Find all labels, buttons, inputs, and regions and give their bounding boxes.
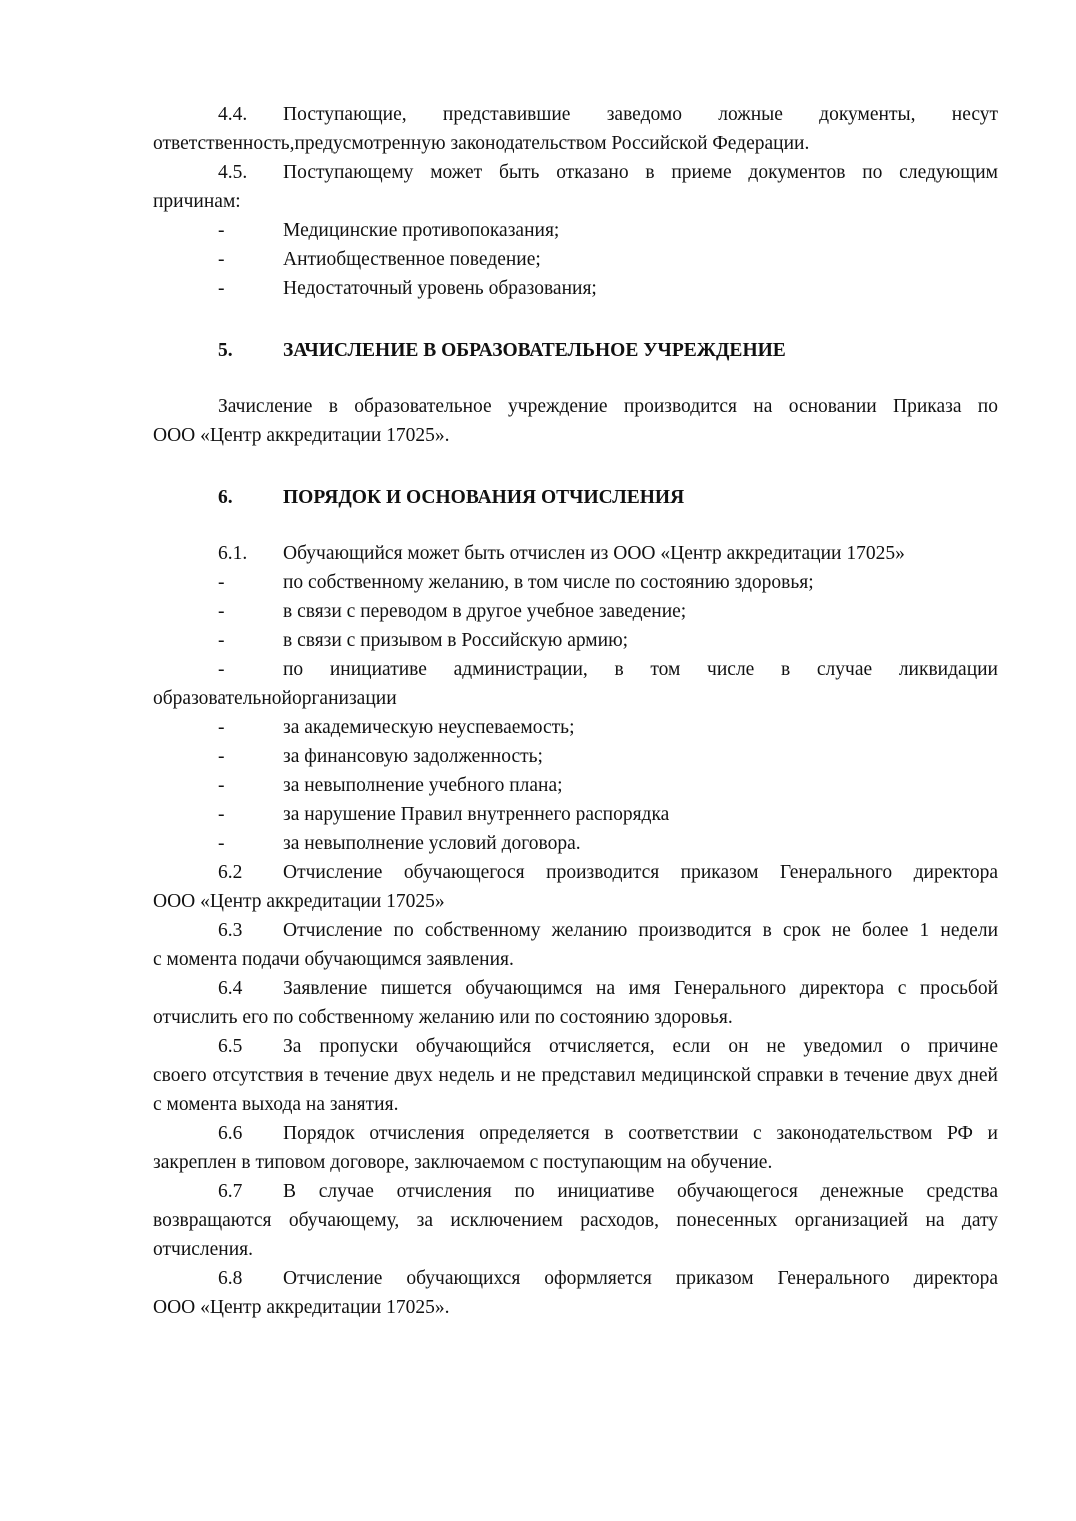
clause-6-1 (153, 539, 998, 568)
spacer (153, 303, 998, 336)
list-item (153, 597, 998, 626)
clause-number: 6.7 (218, 1181, 243, 1202)
list-item-text: по инициативе администрации, в том числе в случае ликвидации (283, 659, 998, 680)
clauses-6-2-to-6-8 (153, 858, 998, 1322)
clause-continuation: своего отсутствия в течение двух недель и не представил медицинской справки в течение двух дней с момента выхода на занятия. (153, 1065, 998, 1115)
text-column (153, 100, 998, 1322)
clause-number: 4.5. (218, 162, 248, 183)
list-dash: - (218, 746, 225, 767)
clause-4-5-first-line (153, 158, 998, 187)
clause-text: Отчисление обучающихся оформляется приказом Генерального директора (283, 1268, 998, 1289)
section-6-heading (153, 483, 998, 512)
clause-4-5-continuation: причинам: (153, 191, 241, 212)
list-item (153, 742, 998, 771)
clause-text: Обучающийся может быть отчислен из ООО «Центр аккредитации 17025» (283, 543, 905, 564)
clause-6-2 (153, 858, 998, 916)
list-dash: - (218, 249, 225, 270)
clause-first-line (153, 974, 998, 1003)
section-title: ПОРЯДОК И ОСНОВАНИЯ ОТЧИСЛЕНИЯ (283, 487, 685, 508)
clause-text: Поступающему может быть отказано в приеме документов по следующим (283, 162, 998, 183)
list-dash: - (218, 220, 225, 241)
list-item (153, 568, 998, 597)
clause-text: Поступающие, представившие заведомо ложные документы, несут (283, 104, 998, 125)
list-item-text: за невыполнение условий договора. (283, 833, 581, 854)
clause-text: В случае отчисления по инициативе обучающегося денежные средства (283, 1181, 998, 1202)
list-item (153, 771, 998, 800)
list-dash: - (218, 572, 225, 593)
list-item (153, 800, 998, 829)
clause-text: Заявление пишется обучающимся на имя Генерального директора с просьбой (283, 978, 998, 999)
clause-number: 6.4 (218, 978, 243, 999)
list-item (153, 626, 998, 655)
clause-6-4 (153, 974, 998, 1032)
list-item (153, 713, 998, 742)
section-number: 6. (218, 487, 233, 508)
list-dash: - (218, 601, 225, 622)
clause-first-line (153, 1177, 998, 1206)
list-item (153, 245, 998, 274)
list-item-text: в связи с переводом в другое учебное заведение; (283, 601, 687, 622)
clause-6-8 (153, 1264, 998, 1322)
clause-first-line (153, 1264, 998, 1293)
list-dash: - (218, 804, 225, 825)
list-item-text: за финансовую задолженность; (283, 746, 543, 767)
spacer (153, 450, 998, 483)
clause-text: Отчисление по собственному желанию производится в срок не более 1 недели (283, 920, 998, 941)
list-dash: - (218, 717, 225, 738)
clause-number: 6.3 (218, 920, 243, 941)
clause-4-5 (153, 158, 998, 216)
clause-continuation: возвращаются обучающему, за исключением расходов, понесенных организацией на дату отчисления. (153, 1210, 998, 1260)
clause-continuation: ООО «Центр аккредитации 17025» (153, 891, 445, 912)
list-item-text: Недостаточный уровень образования; (283, 278, 597, 299)
refusal-reasons-list (153, 216, 998, 303)
clause-continuation: ООО «Центр аккредитации 17025». (153, 1297, 450, 1318)
list-item (153, 829, 998, 858)
list-item-text: по собственному желанию, в том числе по состоянию здоровья; (283, 572, 814, 593)
clause-continuation: закреплен в типовом договоре, заключаемом с поступающим на обучение. (153, 1152, 773, 1173)
section-5-heading (153, 336, 998, 365)
section-title: ЗАЧИСЛЕНИЕ В ОБРАЗОВАТЕЛЬНОЕ УЧРЕЖДЕНИЕ (283, 340, 786, 361)
clause-text: Отчисление обучающегося производится приказом Генерального директора (283, 862, 998, 883)
list-item-text: Медицинские противопоказания; (283, 220, 560, 241)
section-5-text-line2: ООО «Центр аккредитации 17025». (153, 425, 450, 446)
list-item (153, 274, 998, 303)
list-dash: - (218, 775, 225, 796)
clause-number: 6.2 (218, 862, 243, 883)
list-dash: - (218, 630, 225, 651)
list-item-text: за академическую неуспеваемость; (283, 717, 575, 738)
clause-first-line (153, 1032, 998, 1061)
section-5-text (153, 392, 998, 450)
section-5-text-line1: Зачисление в образовательное учреждение производится на основании Приказа по (218, 396, 998, 417)
clause-4-4-first-line (153, 100, 998, 129)
list-item-text: за нарушение Правил внутреннего распорядка (283, 804, 670, 825)
list-item-text: за невыполнение учебного плана; (283, 775, 563, 796)
clause-4-4-continuation: ответственность,предусмотренную законодательством Российской Федерации. (153, 133, 810, 154)
list-dash: - (218, 659, 225, 680)
clause-text: Порядок отчисления определяется в соответствии с законодательством РФ и (283, 1123, 998, 1144)
clause-4-4 (153, 100, 998, 158)
clause-6-3 (153, 916, 998, 974)
list-item-continuation: образовательнойорганизации (153, 688, 397, 709)
clause-number: 4.4. (218, 104, 248, 125)
clause-continuation: отчислить его по собственному желанию или по состоянию здоровья. (153, 1007, 733, 1028)
clause-number: 6.5 (218, 1036, 243, 1057)
list-item (153, 655, 998, 684)
clause-text: За пропуски обучающийся отчисляется, если он не уведомил о причине (283, 1036, 998, 1057)
list-item (153, 216, 998, 245)
spacer (153, 365, 998, 392)
clause-6-7 (153, 1177, 998, 1264)
clause-first-line (153, 1119, 998, 1148)
list-dash: - (218, 833, 225, 854)
clause-first-line (153, 916, 998, 945)
section-number: 5. (218, 340, 233, 361)
clause-6-5 (153, 1032, 998, 1119)
expulsion-reasons-list (153, 568, 998, 858)
list-item-text: Антиобщественное поведение; (283, 249, 541, 270)
clause-6-6 (153, 1119, 998, 1177)
list-item-text: в связи с призывом в Российскую армию; (283, 630, 629, 651)
spacer (153, 512, 998, 539)
clause-continuation: с момента подачи обучающимся заявления. (153, 949, 514, 970)
list-dash: - (218, 278, 225, 299)
clause-number: 6.8 (218, 1268, 243, 1289)
clause-number: 6.1. (218, 543, 248, 564)
clause-first-line (153, 858, 998, 887)
clause-number: 6.6 (218, 1123, 243, 1144)
